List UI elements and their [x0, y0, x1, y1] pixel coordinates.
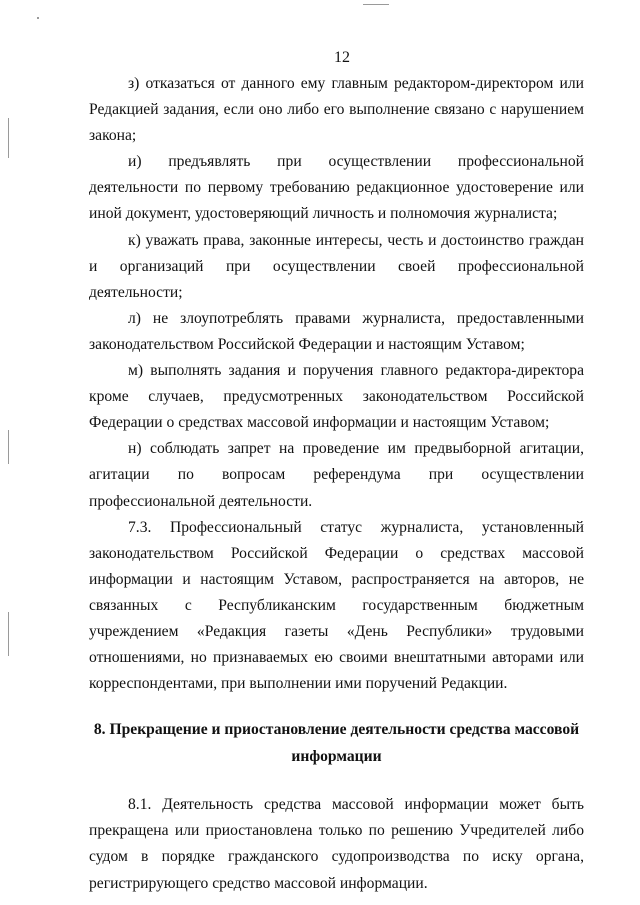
section-heading-line2: информации [291, 748, 382, 766]
paragraph-k: к) уважать права, законные интересы, честь и достоинство граждан и организаций при осуществлении своей профессиональной деятельности; [89, 231, 584, 301]
scan-mark-left-1 [8, 118, 9, 158]
paragraph-i: и) предъявлять при осуществлении профессиональной деятельности по первому требованию редакционное удостоверение или иной документ, удостоверяющий личность и полномочия журналиста; [89, 153, 584, 223]
scan-mark-top [363, 4, 389, 5]
section-heading-8 [89, 716, 584, 770]
document-body [89, 71, 584, 897]
paragraph-n: н) соблюдать запрет на проведение им предвыборной агитации, агитации по вопросам референдума при осуществлении профессиональной деятельности. [89, 440, 584, 510]
paragraph-l: л) не злоупотреблять правами журналиста, предоставленными законодательством Российской Федерации и настоящим Уставом; [89, 309, 584, 353]
page-number: 12 [334, 49, 350, 66]
paragraph-8-1: 8.1. Деятельность средства массовой информации может быть прекращена или приостановлена только по решению Учредителей либо судом в порядке гражданского судопроизводства по иску органа, регистрирующего средство массовой информации. [89, 796, 584, 892]
paragraph-z: з) отказаться от данного ему главным редактором-директором или Редакцией задания, если оно либо его выполнение связано с нарушением закона; [89, 75, 584, 145]
scan-mark-left-3 [8, 612, 9, 656]
paragraph-m: м) выполнять задания и поручения главного редактора-директора кроме случаев, предусмотренных законодательством Российской Федерации о средствах массовой информации и настоящим Уставом; [89, 362, 584, 432]
section-heading-line1: 8. Прекращение и приостановление деятельности средства массовой [93, 721, 580, 739]
scan-mark-left-2 [8, 430, 9, 464]
paragraph-7-3: 7.3. Профессиональный статус журналиста, установленный законодательством Российской Федерации о средствах массовой информации и настоящим Уставом, распространяется на авторов, не связанных с Республиканским государственным бюджетным учреждением «Редакция газеты «День Республики» трудовыми отношениями, но признаваемых ею своими внештатными авторами или корреспондентами, при выполнении ими поручений Редакции. [89, 518, 584, 693]
scan-mark-dot [37, 17, 39, 19]
